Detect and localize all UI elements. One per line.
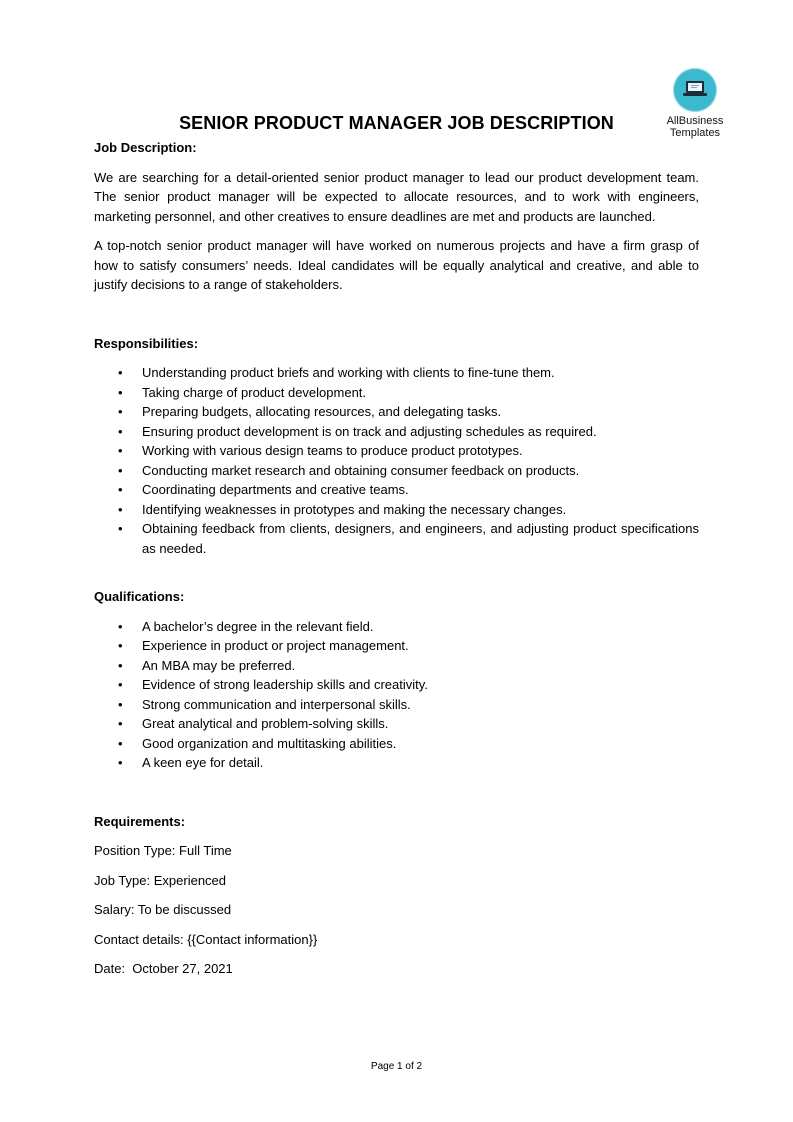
- responsibilities-heading: Responsibilities:: [94, 335, 199, 351]
- list-item: • Evidence of strong leadership skills and creativity.: [94, 675, 699, 695]
- bullet-icon: •: [118, 404, 123, 419]
- qualifications-heading: Qualifications:: [94, 589, 185, 604]
- list-item: • Taking charge of product development.: [94, 383, 699, 403]
- list-item: • Coordinating departments and creative teams.: [94, 480, 699, 500]
- job-description-paragraph-1: We are searching for a detail-oriented senior product manager to lead our product development team. The senior product manager will be expected to allocate resources, and to work with engineers, marketing personnel, and other creatives to ensure deadlines are met and products are launched.: [94, 169, 699, 224]
- list-item: • Ensuring product development is on track and adjusting schedules as required.: [94, 422, 699, 442]
- logo-line2: Templates: [669, 127, 721, 139]
- list-item: • Good organization and multitasking abilities.: [94, 734, 699, 754]
- bullet-icon: •: [118, 618, 123, 634]
- list-item: • Identifying weaknesses in prototypes and making the necessary changes.: [94, 500, 699, 520]
- list-item: • Strong communication and interpersonal skills.: [94, 695, 699, 715]
- laptop-icon: [683, 80, 707, 98]
- list-item: • Working with various design teams to produce product prototypes.: [94, 441, 699, 461]
- job-description-heading: Job Description:: [94, 140, 197, 155]
- logo-line1: AllBusiness: [666, 115, 724, 127]
- list-item: • An MBA may be preferred.: [94, 656, 699, 676]
- bullet-icon: •: [118, 423, 123, 439]
- list-item: • Obtaining feedback from clients, designers, and engineers, and adjusting product specifications as needed.: [118, 521, 699, 556]
- page-number: Page 1 of 2: [370, 1061, 423, 1072]
- bullet-icon: •: [118, 735, 123, 751]
- bullet-icon: •: [118, 696, 123, 712]
- bullet-icon: •: [118, 521, 123, 536]
- logo-circle: [673, 68, 717, 112]
- qualifications-list: [94, 617, 699, 773]
- salary: Salary: To be discussed: [94, 902, 232, 917]
- document-body: [94, 138, 699, 979]
- bullet-icon: •: [118, 755, 123, 770]
- list-item: • Great analytical and problem-solving skills.: [94, 714, 699, 734]
- list-item: • Understanding product briefs and working with clients to fine-tune them.: [94, 363, 699, 383]
- bullet-icon: •: [118, 462, 123, 478]
- responsibilities-list: [94, 363, 699, 558]
- position-type: Position Type: Full Time: [94, 843, 232, 858]
- bullet-icon: •: [118, 716, 123, 731]
- list-item: • Preparing budgets, allocating resources, and delegating tasks.: [94, 402, 699, 422]
- bullet-icon: •: [118, 482, 123, 497]
- date: Date: October 27, 2021: [94, 961, 233, 976]
- bullet-icon: •: [118, 638, 123, 653]
- document-title: SENIOR PRODUCT MANAGER JOB DESCRIPTION: [179, 113, 614, 133]
- job-type: Job Type: Experienced: [94, 872, 227, 888]
- bullet-icon: •: [118, 365, 123, 380]
- bullet-icon: •: [118, 384, 123, 400]
- job-description-paragraph-2: A top-notch senior product manager will have worked on numerous projects and have a firm grasp of how to satisfy consumers’ needs. Ideal candidates will be equally analytical and creative, and able to justify decisions to a range of stakeholders.: [94, 238, 699, 292]
- list-item: • A keen eye for detail.: [94, 753, 699, 773]
- bullet-icon: •: [118, 657, 123, 673]
- list-item: • Conducting market research and obtaining consumer feedback on products.: [94, 461, 699, 481]
- bullet-icon: •: [118, 501, 123, 517]
- bullet-icon: •: [118, 677, 123, 692]
- requirements-heading: Requirements:: [94, 813, 186, 829]
- list-item: • Experience in product or project management.: [94, 636, 699, 656]
- list-item: • A bachelor’s degree in the relevant field.: [94, 617, 699, 637]
- bullet-icon: •: [118, 443, 123, 458]
- contact-details: Contact details: {{Contact information}}: [94, 931, 318, 947]
